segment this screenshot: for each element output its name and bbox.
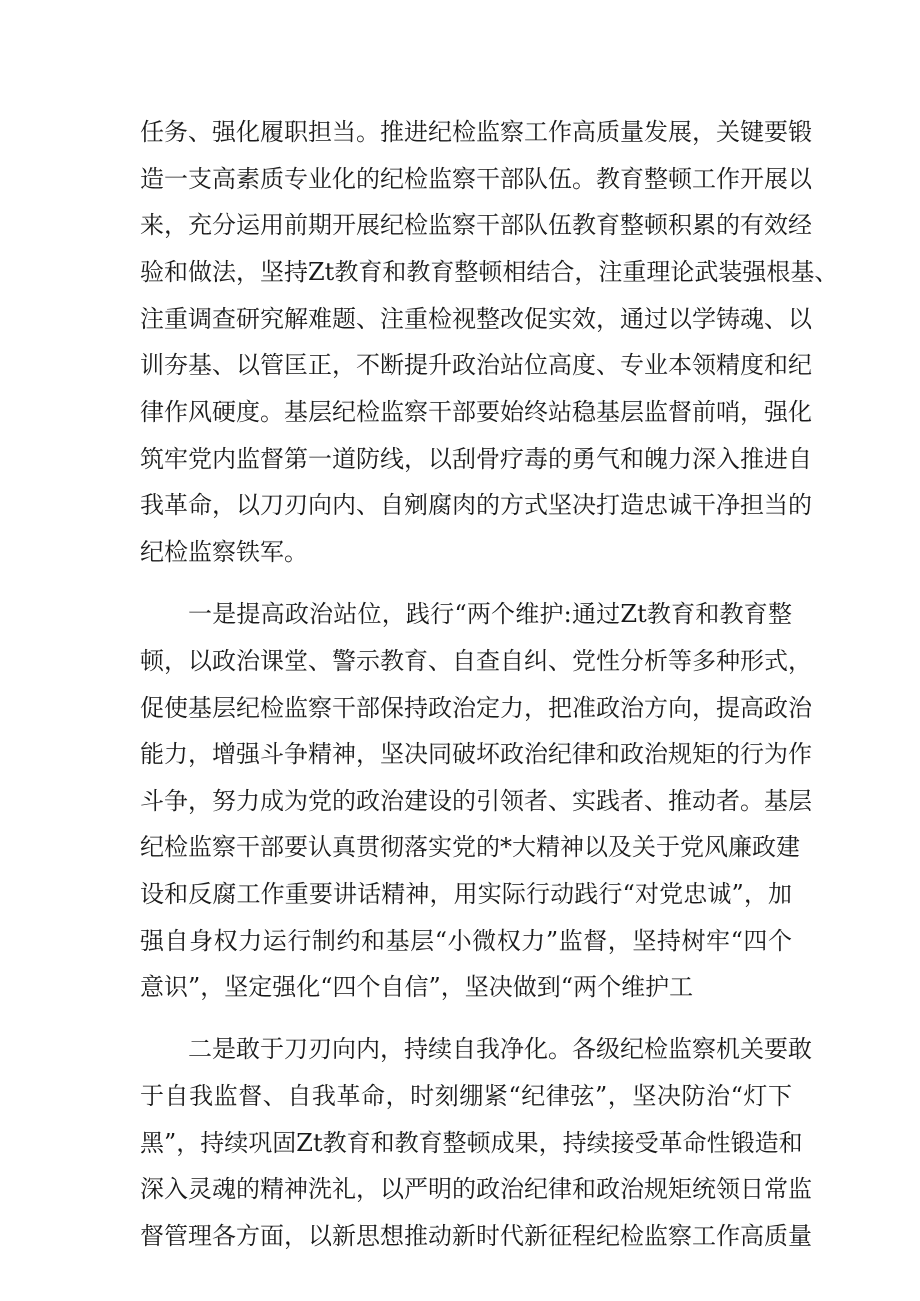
paragraph-1-line-3: 来，充分运用前期开展纪检监察干部队伍教育整顿积累的有效经 <box>140 211 812 239</box>
paragraph-2-line-3: 促使基层纪检监察干部保持政治定力，把准政治方向，提高政治 <box>140 694 812 722</box>
paragraph-3-line-1: 二是敢于刀刃向内，持续自我净化。各级纪检监察机关要敢 <box>188 1035 812 1063</box>
paragraph-1-line-7: 律作风硬度。基层纪检监察干部要始终站稳基层监督前哨，强化 <box>140 398 812 426</box>
paragraph-1-line-8: 筑牢党内监督第一道防线，以刮骨疗毒的勇气和魄力深入推进自 <box>140 445 812 473</box>
paragraph-2-line-1: 一是提高政治站位，践行“两个维护:通过Zt教育和教育整 <box>188 600 792 628</box>
paragraph-3-line-5: 督管理各方面，以新思想推动新时代新征程纪检监察工作高质量 <box>140 1222 812 1250</box>
paragraph-1-line-1: 任务、强化履职担当。推进纪检监察工作高质量发展，关键要锻 <box>140 118 812 146</box>
paragraph-2-line-9: 意识”，坚定强化“四个自信”，坚决做到“两个维护工 <box>140 973 694 1001</box>
paragraph-2-line-8: 强自身权力运行制约和基层“小微权力”监督，坚持树牢“四个 <box>140 927 792 955</box>
paragraph-3-line-4: 深入灵魂的精神洗礼，以严明的政治纪律和政治规矩统领日常监 <box>140 1175 812 1203</box>
paragraph-2-line-4: 能力，增强斗争精神，坚决同破坏政治纪律和政治规矩的行为作 <box>140 740 812 768</box>
paragraph-1-line-4: 验和做法，坚持Zt教育和教育整顿相结合，注重理论武装强根基、 <box>140 258 839 286</box>
paragraph-1-line-5: 注重调查研究解难题、注重检视整改促实效，通过以学铸魂、以 <box>140 305 812 333</box>
paragraph-2-line-2: 顿，以政治课堂、警示教育、自查自纠、党性分析等多种形式， <box>140 647 812 675</box>
paragraph-2-line-7: 设和反腐工作重要讲话精神，用实际行动践行“对党忠诚”，加 <box>140 880 792 908</box>
paragraph-2-line-5: 斗争，努力成为党的政治建设的引领者、实践者、推动者。基层 <box>140 787 812 815</box>
paragraph-2-line-6: 纪检监察干部要认真贯彻落实党的*大精神以及关于党风廉政建 <box>140 833 800 861</box>
paragraph-3-line-3: 黑”，持续巩固Zt教育和教育整顿成果，持续接受革命性锻造和 <box>140 1129 803 1157</box>
paragraph-1-line-2: 造一支高素质专业化的纪检监察干部队伍。教育整顿工作开展以 <box>140 165 812 193</box>
paragraph-3-line-2: 于自我监督、自我革命，时刻绷紧“纪律弦”，坚决防治“灯下 <box>140 1082 792 1110</box>
paragraph-1-line-9: 我革命，以刀刃向内、自剜腐肉的方式坚决打造忠诚干净担当的 <box>140 491 812 519</box>
paragraph-1-line-10: 纪检监察铁军。 <box>140 538 308 566</box>
paragraph-1-line-6: 训夯基、以管匡正，不断提升政治站位高度、专业本领精度和纪 <box>140 351 812 379</box>
